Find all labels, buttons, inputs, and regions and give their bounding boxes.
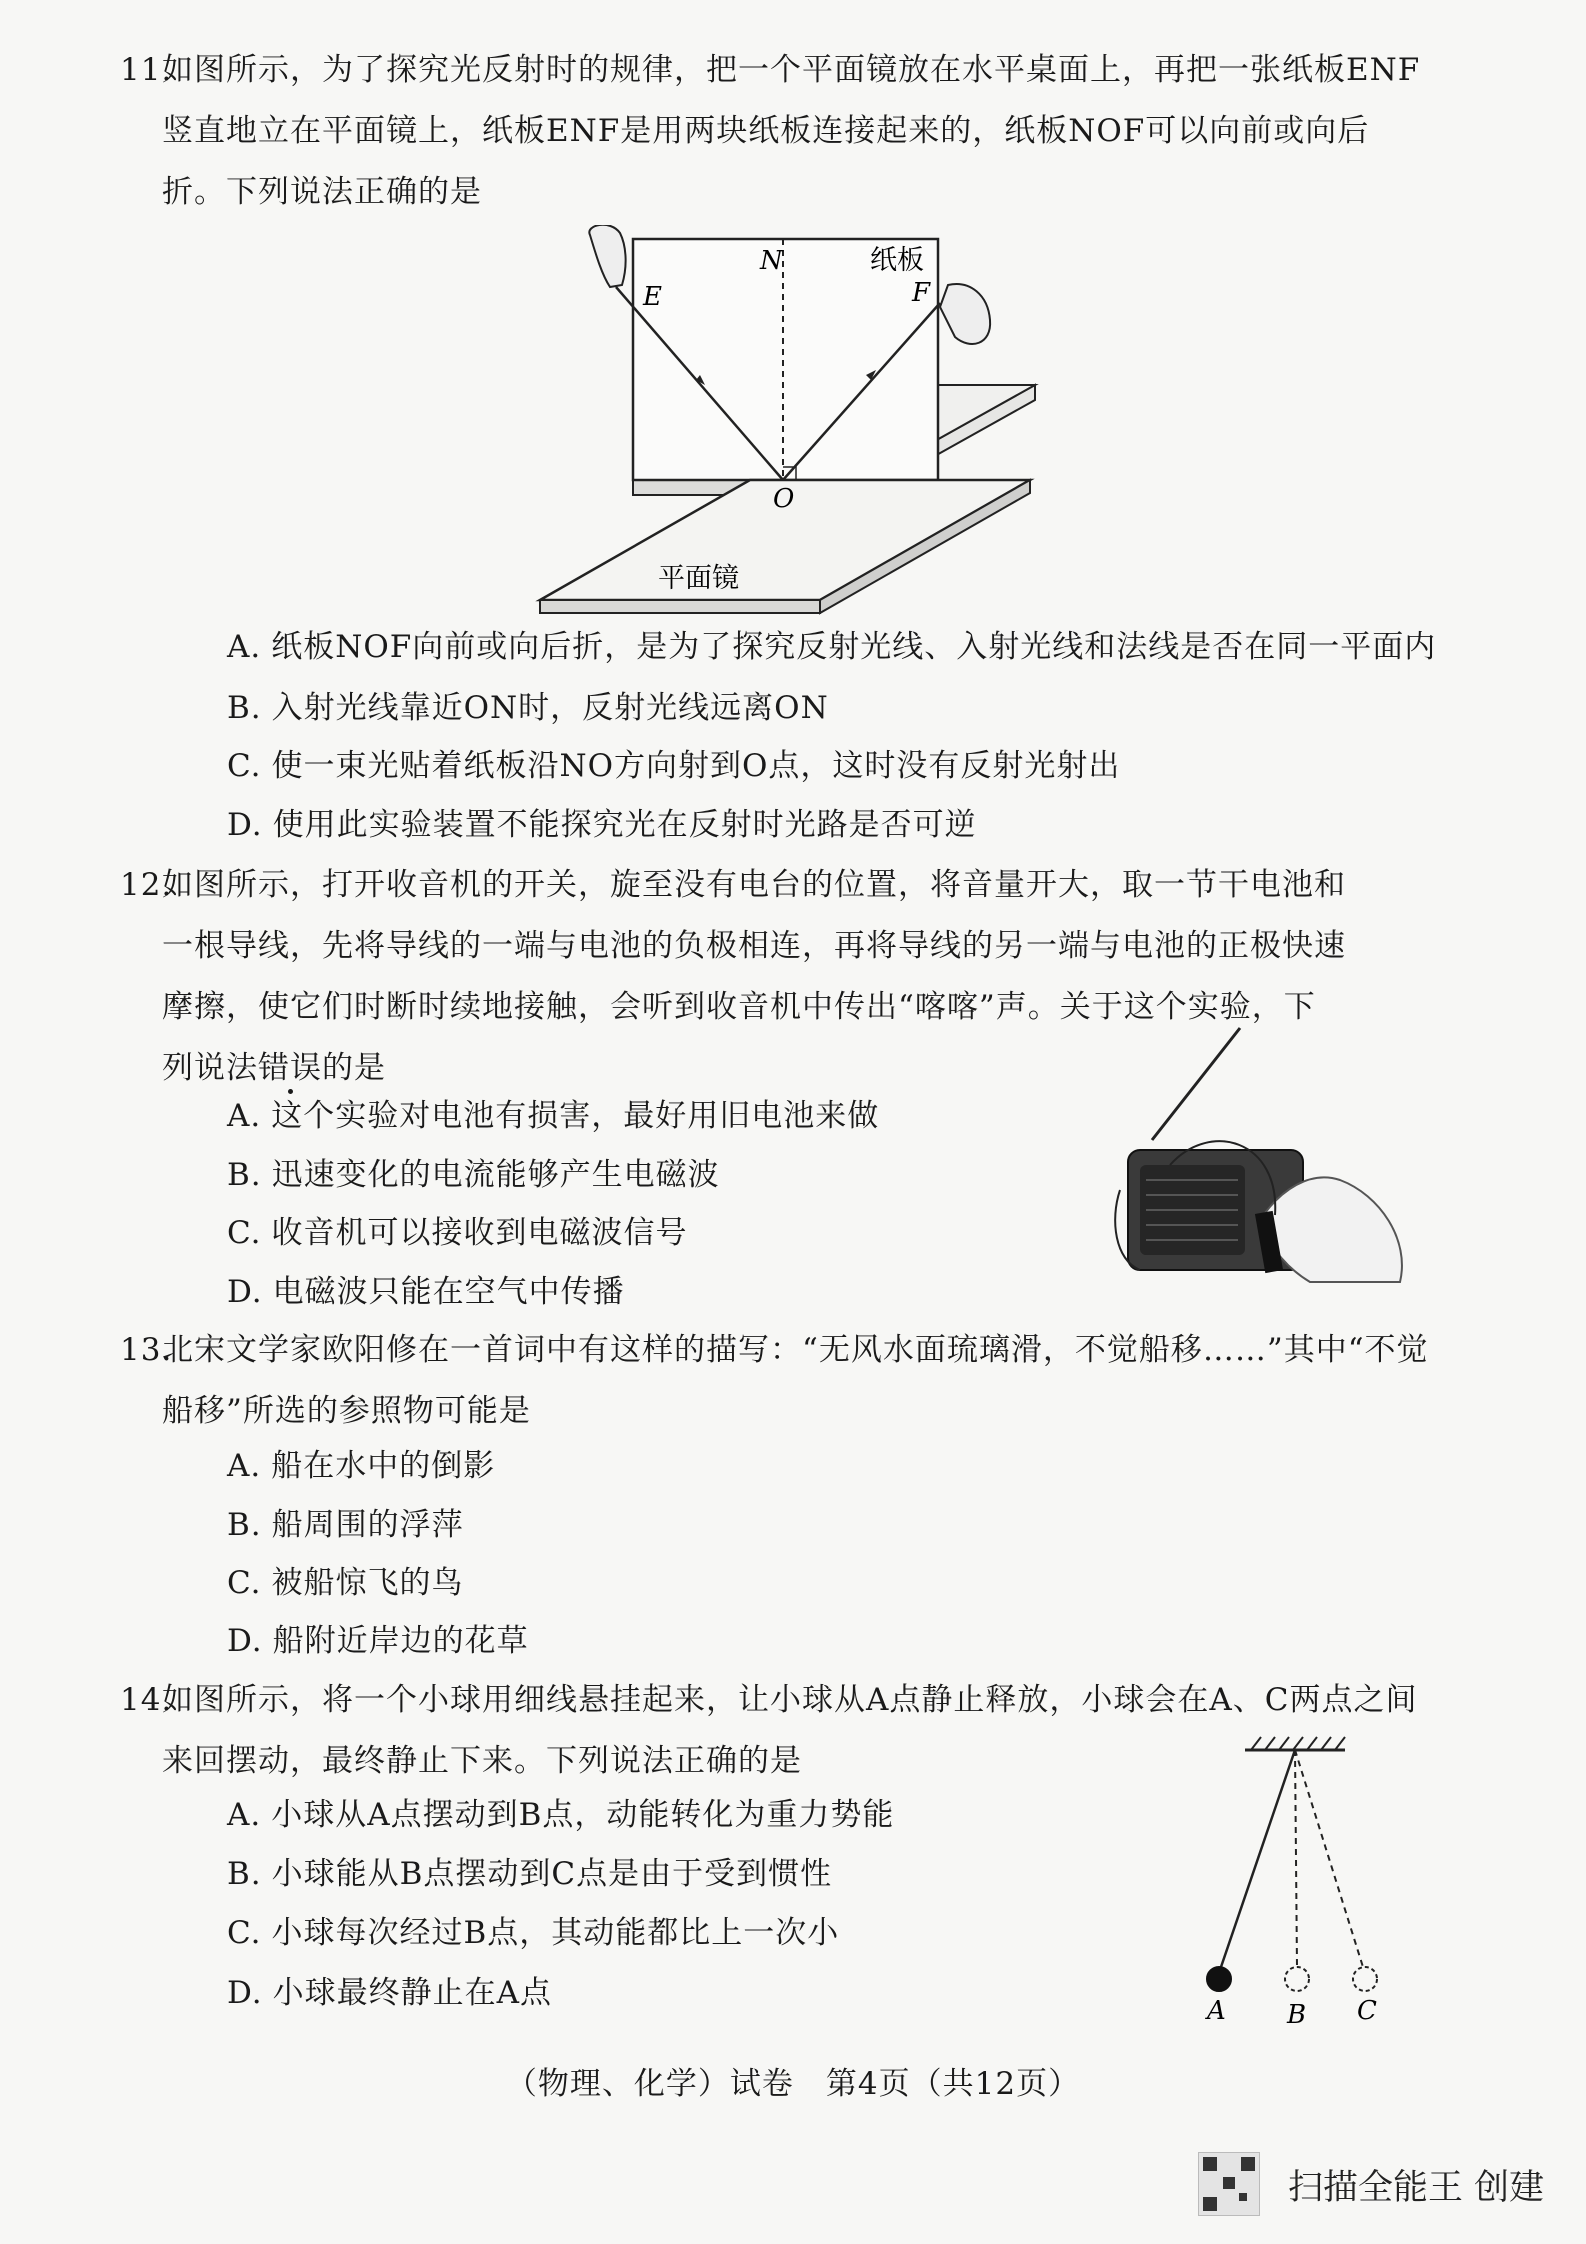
option-12-d: D. 电磁波只能在空气中传播 xyxy=(227,1274,625,1310)
question-text: 北宋文学家欧阳修在一首词中有这样的描写：“无风水面琉璃滑，不觉船移……”其中“不觉船移”所选的参照物可能是 xyxy=(162,1332,1429,1429)
label-board: 纸板 xyxy=(870,245,924,276)
option-13-c: C. 被船惊飞的鸟 xyxy=(227,1565,464,1601)
question-11-stem xyxy=(120,40,1432,223)
qr-code-icon xyxy=(1198,2152,1260,2216)
watermark-text: 扫描全能王 创建 xyxy=(1288,2168,1545,2208)
question-line: 如图所示，打开收音机的开关，旋至没有电台的位置，将音量开大，取一节干电池和 xyxy=(162,867,1346,903)
string-C xyxy=(1295,1750,1363,1967)
scanner-watermark xyxy=(1198,2150,1578,2220)
option-11-d: D. 使用此实验装置不能探究光在反射时光路是否可逆 xyxy=(227,807,977,843)
string-A xyxy=(1221,1750,1295,1967)
label-mirror: 平面镜 xyxy=(658,563,739,594)
question-number: 11. xyxy=(120,52,173,88)
ball-C xyxy=(1353,1967,1377,1991)
label-B: B xyxy=(1287,2000,1307,2025)
option-14-c: C. 小球每次经过B点，其动能都比上一次小 xyxy=(227,1915,840,1951)
radio-antenna xyxy=(1152,1028,1240,1140)
page-footer: （物理、化学）试卷 第4页（共12页） xyxy=(505,2066,1081,2102)
radio-figure xyxy=(1110,1020,1430,1300)
option-11-a: A. 纸板NOF向前或向后折，是为了探究反射光线、入射光线和法线是否在同一平面内 xyxy=(227,629,1437,665)
option-12-c: C. 收音机可以接收到电磁波信号 xyxy=(227,1215,688,1251)
pendulum-figure xyxy=(1185,1725,1425,2025)
label-E: E xyxy=(643,282,662,312)
question-number: 12. xyxy=(120,867,173,903)
label-O: O xyxy=(773,484,795,514)
ball-A xyxy=(1207,1967,1231,1991)
question-13-stem xyxy=(120,1320,1432,1442)
question-line: 列说法错误的是 xyxy=(162,1050,386,1086)
option-12-a: A. 这个实验对电池有损害，最好用旧电池来做 xyxy=(227,1098,880,1134)
question-line: 一根导线，先将导线的一端与电池的负极相连，再将导线的另一端与电池的正极快速 xyxy=(162,928,1346,964)
option-14-a: A. 小球从A点摆动到B点，动能转化为重力势能 xyxy=(227,1797,895,1833)
label-N: N xyxy=(760,246,783,276)
option-14-b: B. 小球能从B点摆动到C点是由于受到惯性 xyxy=(227,1856,833,1892)
label-C: C xyxy=(1357,1996,1377,2025)
right-hand xyxy=(940,284,990,344)
option-14-d: D. 小球最终静止在A点 xyxy=(227,1975,552,2011)
option-13-a: A. 船在水中的倒影 xyxy=(227,1448,496,1484)
question-number: 14. xyxy=(120,1682,173,1718)
label-F: F xyxy=(912,278,931,308)
question-text: 如图所示，为了探究光反射时的规律，把一个平面镜放在水平桌面上，再把一张纸板ENF竖直地立在平面镜上，纸板ENF是用两块纸板连接起来的，纸板NOF可以向前或向后折。下列说法正确的是 xyxy=(162,52,1421,210)
emphasis-text: 错误 xyxy=(258,1050,322,1086)
light-reflection-figure xyxy=(530,225,1050,620)
option-12-b: B. 迅速变化的电流能够产生电磁波 xyxy=(227,1157,720,1193)
ball-B xyxy=(1285,1967,1309,1991)
question-number: 13. xyxy=(120,1332,173,1368)
option-11-b: B. 入射光线靠近ON时，反射光线远离ON xyxy=(227,690,829,726)
left-hand xyxy=(589,225,625,287)
option-13-d: D. 船附近岸边的花草 xyxy=(227,1623,529,1659)
label-A: A xyxy=(1207,1996,1226,2025)
option-13-b: B. 船周围的浮萍 xyxy=(227,1507,464,1543)
question-text: 如图所示，将一个小球用细线悬挂起来，让小球从A点静止释放，小球会在A、C两点之间来回摆动，最终静止下来。下列说法正确的是 xyxy=(162,1682,1418,1779)
question-line: 摩擦，使它们时断时续地接触，会听到收音机中传出“喀喀”声。关于这个实验，下 xyxy=(162,989,1316,1025)
option-11-c: C. 使一束光贴着纸板沿NO方向射到O点，这时没有反射光射出 xyxy=(227,748,1121,784)
string-B xyxy=(1295,1750,1297,1967)
